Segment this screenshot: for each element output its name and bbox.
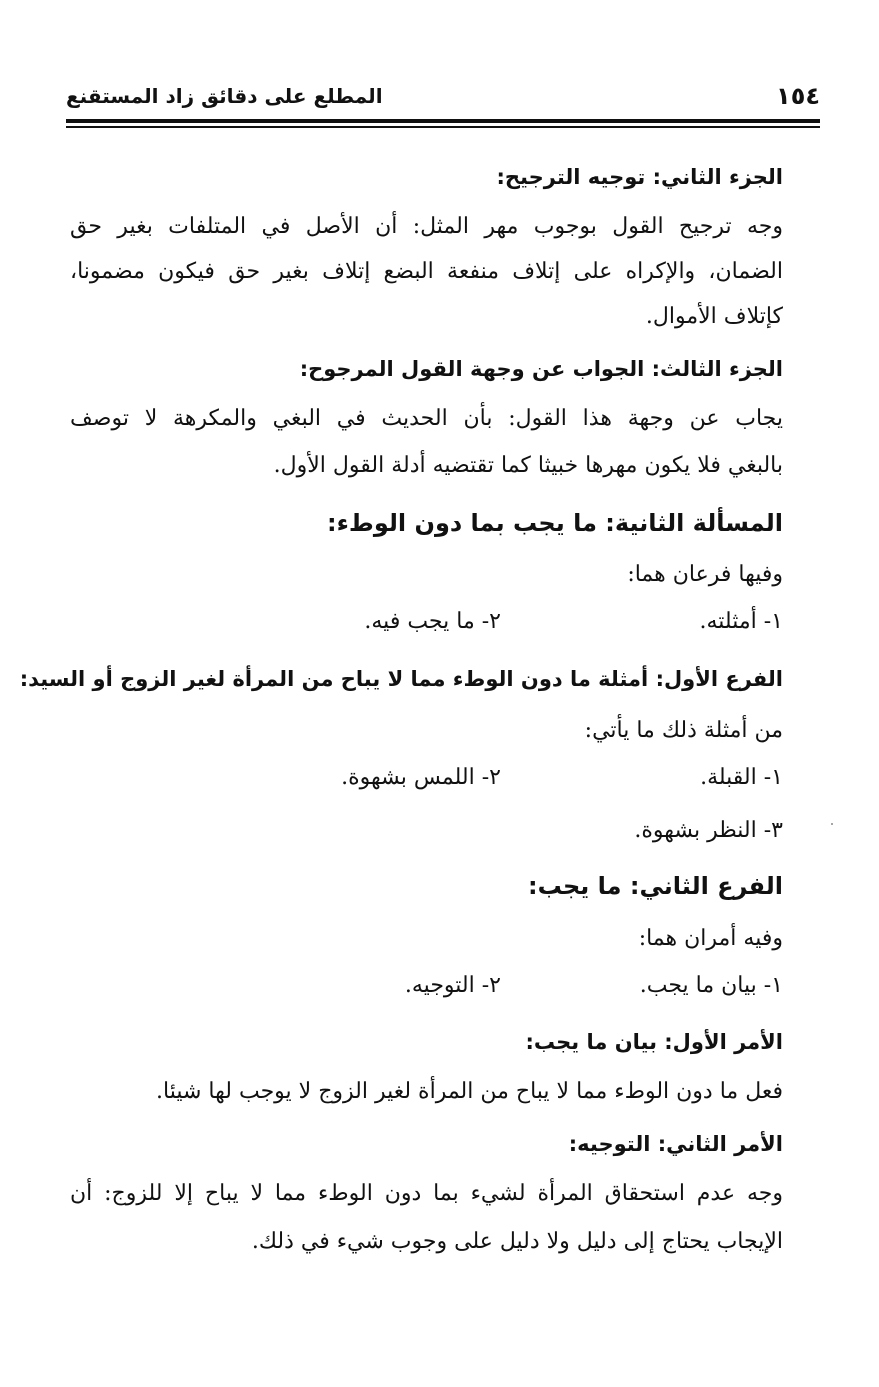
issue2-item-2: ٢- ما يجب فيه.: [364, 609, 501, 634]
issue2-item-1: ١- أمثلته.: [699, 609, 783, 634]
issue2-list: [70, 602, 783, 642]
part2-paragraph-line-1: وجه ترجيح القول بوجوب مهر المثل: أن الأصل في المتلفات بغير حق: [70, 214, 783, 239]
book-title: المطلع على دقائق زاد المستقنع: [66, 84, 383, 108]
matter2-paragraph-line-2: الإيجاب يحتاج إلى دليل ولا دليل على وجوب شيء في ذلك.: [251, 1229, 783, 1254]
branch2-item-1: ١- بيان ما يجب.: [639, 973, 783, 998]
branch1-heading: الفرع الأول: أمثلة ما دون الوطء مما لا يباح من المرأة لغير الزوج أو السيد:: [19, 667, 783, 691]
scan-speck: [831, 823, 833, 825]
part2-heading: الجزء الثاني: توجيه الترجيح:: [496, 165, 783, 189]
branch1-item-1: ١- القبلة.: [700, 765, 783, 790]
issue2-intro: وفيها فرعان هما:: [627, 562, 783, 587]
part2-paragraph-line-2: الضمان، والإكراه على إتلاف منفعة البضع إتلاف بغير حق فيكون مضمونا،: [70, 259, 783, 284]
matter2-heading: الأمر الثاني: التوجيه:: [568, 1132, 783, 1156]
part3-heading: الجزء الثالث: الجواب عن وجهة القول المرجوح:: [299, 357, 783, 381]
branch1-intro: من أمثلة ذلك ما يأتي:: [584, 718, 783, 743]
part2-paragraph-line-3: كإتلاف الأموال.: [645, 304, 783, 329]
branch2-list: [70, 966, 783, 1006]
header-rule-thin: [66, 126, 820, 128]
branch2-item-2: ٢- التوجيه.: [404, 973, 501, 998]
matter1-text: فعل ما دون الوطء مما لا يباح من المرأة لغير الزوج لا يوجب لها شيئا.: [156, 1079, 783, 1104]
branch1-list-row-1: [70, 758, 783, 798]
running-header: [66, 82, 820, 114]
header-rule-thick: [66, 119, 820, 123]
issue2-heading: المسألة الثانية: ما يجب بما دون الوطء:: [327, 509, 783, 537]
part3-paragraph-line-2: بالبغي فلا يكون مهرها خبيثا كما تقتضيه أدلة القول الأول.: [273, 453, 783, 478]
matter2-paragraph-line-1: وجه عدم استحقاق المرأة لشيء بما دون الوطء مما لا يباح إلا للزوج: أن: [70, 1181, 783, 1206]
branch2-intro: وفيه أمران هما:: [638, 926, 783, 951]
branch1-item-3: ٣- النظر بشهوة.: [634, 818, 783, 843]
page-number: ١٥٤: [776, 82, 820, 110]
part3-paragraph-line-1: يجاب عن وجهة هذا القول: بأن الحديث في البغي والمكرهة لا توصف: [70, 406, 783, 431]
branch2-heading: الفرع الثاني: ما يجب:: [527, 872, 783, 900]
branch1-item-2: ٢- اللمس بشهوة.: [341, 765, 501, 790]
matter1-heading: الأمر الأول: بيان ما يجب:: [525, 1030, 783, 1054]
